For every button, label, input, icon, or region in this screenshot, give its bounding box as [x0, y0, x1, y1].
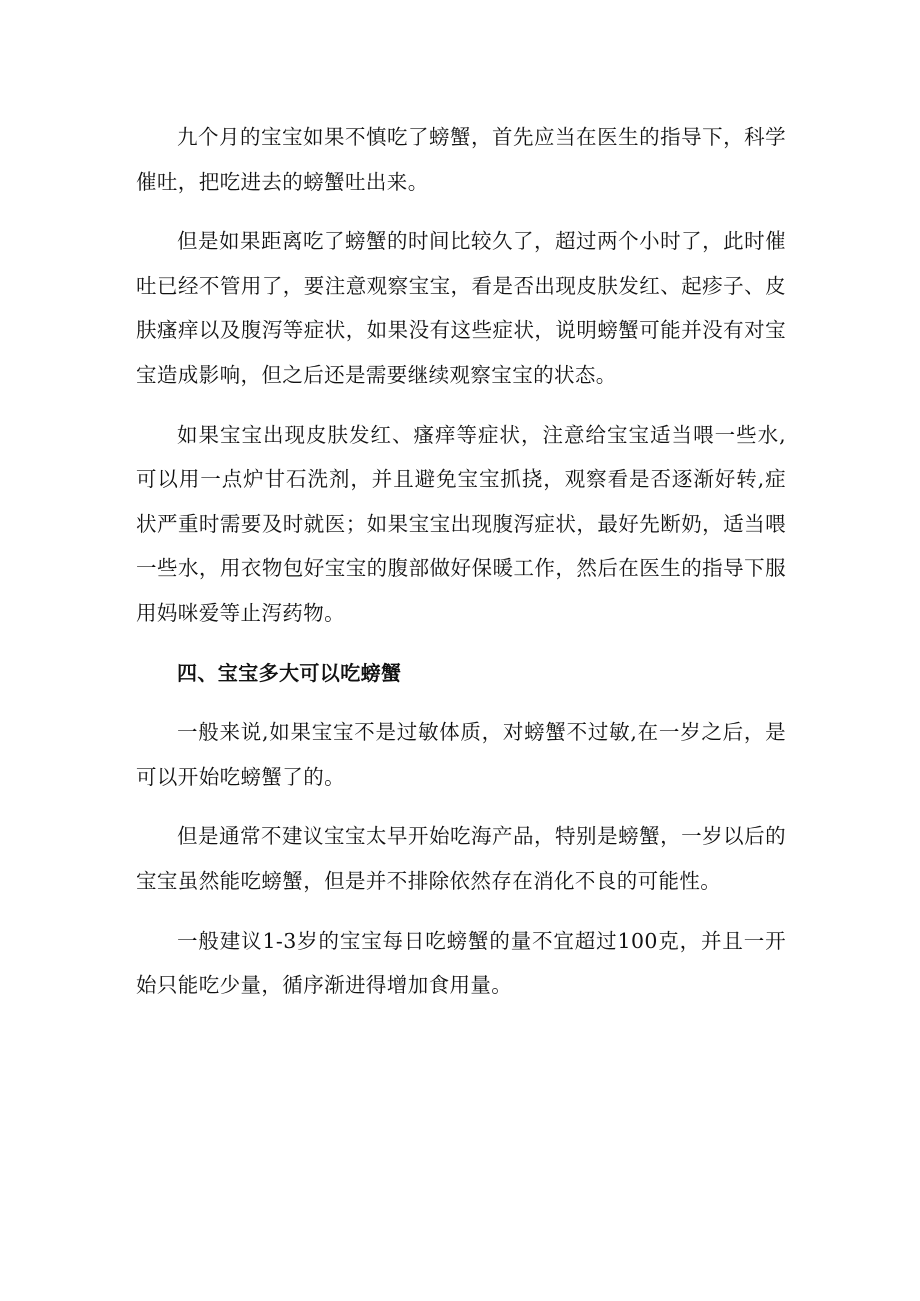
paragraph: 但是如果距离吃了螃蟹的时间比较久了，超过两个小时了，此时催吐已经不管用了，要注意观察宝宝，看是否出现皮肤发红、起疹子、皮肤瘙痒以及腹泻等症状，如果没有这些症状，说明螃蟹可能并没有对宝宝造成影响，但之后还是需要继续观察宝宝的状态。 [136, 229, 786, 387]
paragraph: 一般来说,如果宝宝不是过敏体质，对螃蟹不过敏,在一岁之后，是可以开始吃螃蟹了的。 [136, 720, 786, 789]
paragraph: 但是通常不建议宝宝太早开始吃海产品，特别是螃蟹，一岁以后的宝宝虽然能吃螃蟹，但是并不排除依然存在消化不良的可能性。 [136, 824, 786, 893]
paragraph: 一般建议1-3岁的宝宝每日吃螃蟹的量不宜超过100克，并且一开始只能吃少量，循序渐进得增加食用量。 [136, 928, 786, 998]
section-heading: 四、宝宝多大可以吃螃蟹 [177, 660, 402, 685]
document-body [136, 115, 786, 1023]
paragraph: 九个月的宝宝如果不慎吃了螃蟹，首先应当在医生的指导下，科学催吐，把吃进去的螃蟹吐出来。 [136, 125, 786, 194]
paragraph: 如果宝宝出现皮肤发红、瘙痒等症状，注意给宝宝适当喂一些水,可以用一点炉甘石洗剂，并且避免宝宝抓挠，观察看是否逐渐好转,症状严重时需要及时就医；如果宝宝出现腹泻症状，最好先断奶，适当喂一些水，用衣物包好宝宝的腹部做好保暖工作，然后在医生的指导下服用妈咪爱等止泻药物。 [136, 422, 786, 625]
